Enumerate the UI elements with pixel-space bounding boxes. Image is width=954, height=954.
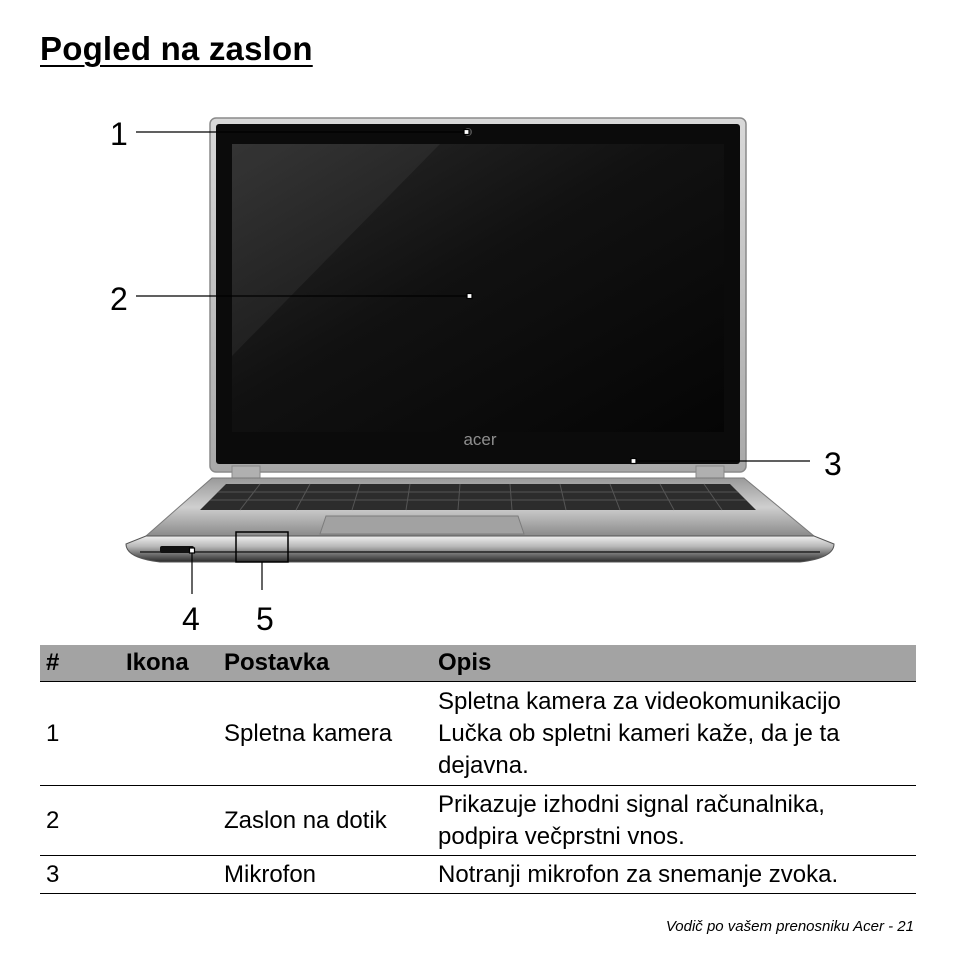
touchpad [320,516,524,534]
header-description: Opis [432,645,916,682]
row-icon [120,682,218,786]
callout-1: 1 [110,116,128,152]
row-icon [120,856,218,894]
page-footer: Vodič po vašem prenosniku Acer - 21 [665,918,914,935]
header-item: Postavka [218,645,432,682]
row-description [432,786,916,856]
table-row [40,856,916,894]
row-number: 1 [40,682,120,786]
header-number: # [40,645,120,682]
laptop-figure [100,106,860,646]
row-number: 2 [40,786,120,856]
description-line: podpira večprstni vnos. [438,822,685,850]
description-line: Lučka ob spletni kameri kaže, da je ta [438,719,840,747]
laptop-base [126,478,834,562]
row-item: Spletna kamera [218,682,432,786]
card-reader-slot [160,546,194,553]
callout-5: 5 [256,601,274,637]
laptop-illustration [100,106,860,646]
description-line: Spletna kamera za videokomunikacijo [438,687,841,715]
header-icon: Ikona [120,645,218,682]
row-item: Zaslon na dotik [218,786,432,856]
feature-table [40,645,916,894]
keyboard [200,484,756,510]
row-description [432,682,916,786]
description-line: dejavna. [438,751,529,779]
page-title: Pogled na zaslon [40,30,313,67]
table-row [40,682,916,786]
description-line: Notranji mikrofon za snemanje zvoka. [438,860,839,888]
description-line: Prikazuje izhodni signal računalnika, [438,790,825,818]
row-icon [120,786,218,856]
callout-2: 2 [110,281,128,317]
callout-3: 3 [824,446,842,482]
table-row [40,786,916,856]
brand-logo: acer [463,430,497,449]
callout-4: 4 [182,601,200,637]
row-item: Mikrofon [218,856,432,894]
row-number: 3 [40,856,120,894]
row-description [432,856,916,894]
display-lid [210,118,746,472]
table-header-row [40,645,916,682]
